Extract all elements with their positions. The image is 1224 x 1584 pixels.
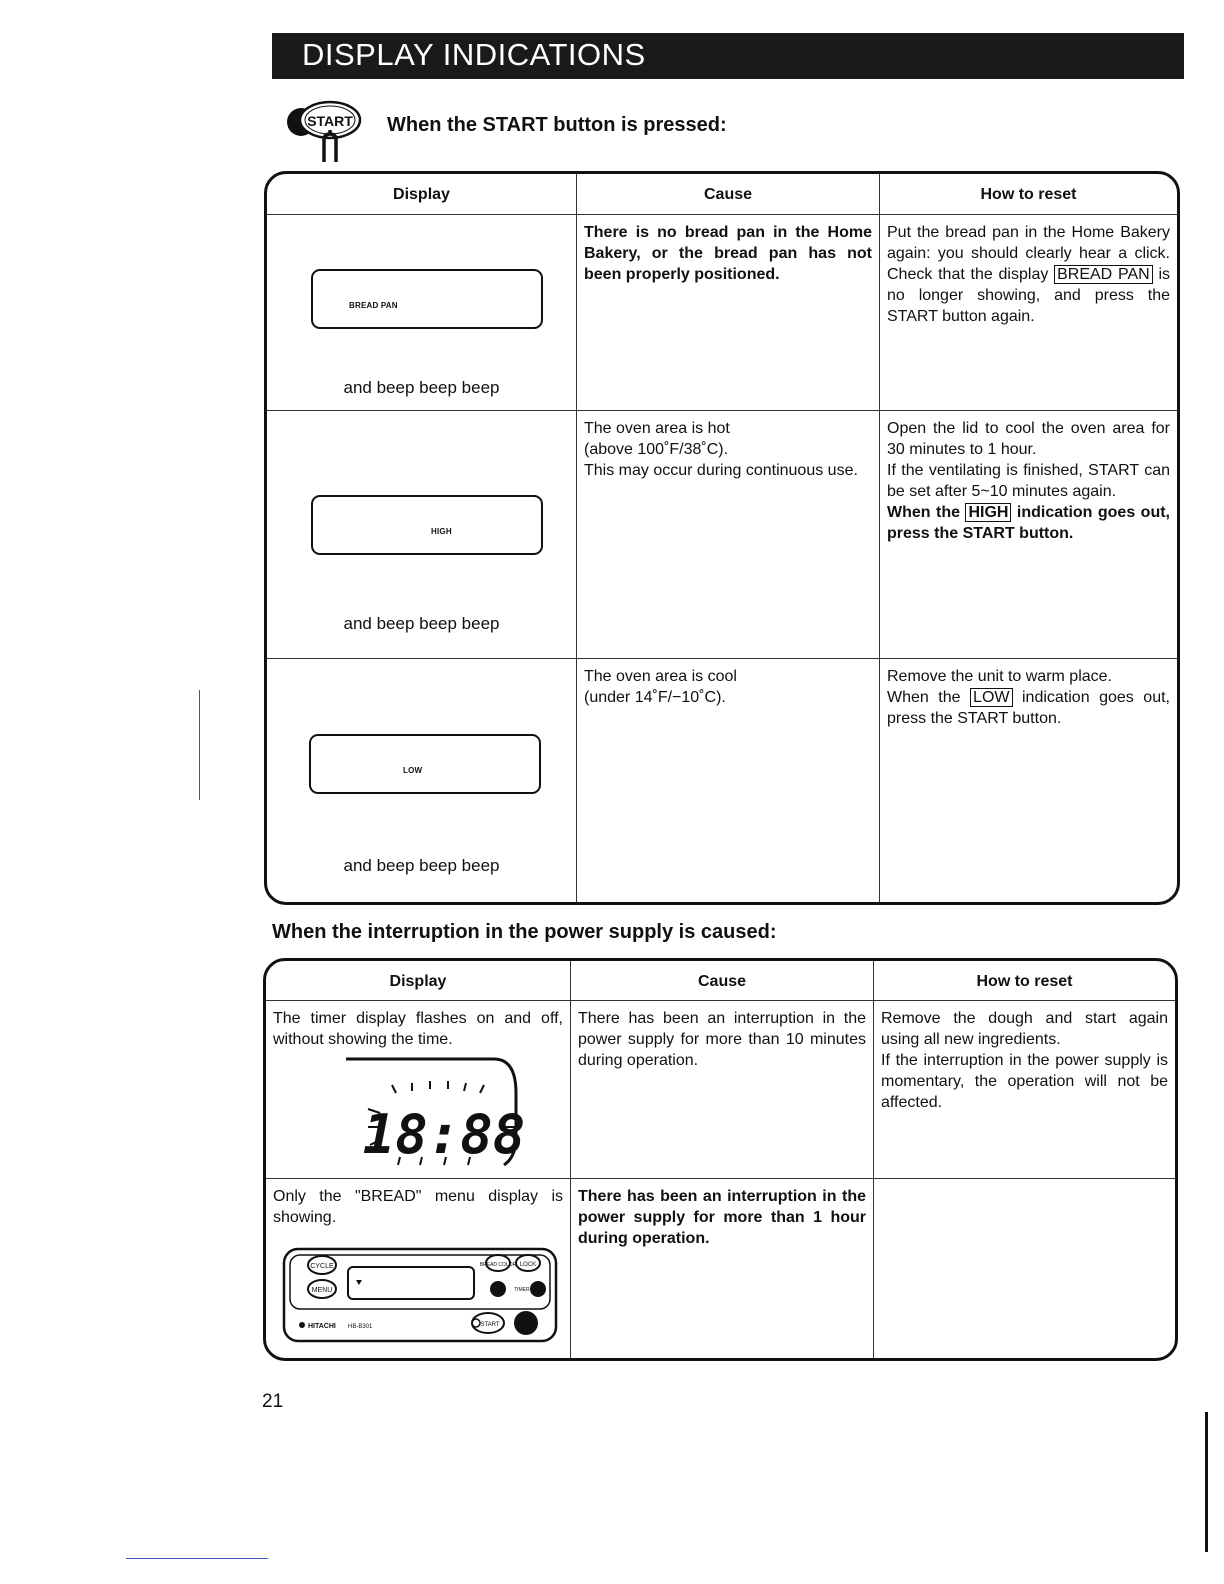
reset-text: When the (887, 689, 971, 706)
col-header-reset: How to reset (874, 961, 1175, 1001)
bread-color-label: BREAD COLOR (479, 1262, 517, 1268)
lcd-display (309, 734, 541, 794)
table-row-cause (577, 659, 880, 902)
table-row-reset (874, 1179, 1175, 1358)
table-row-display (267, 659, 577, 902)
timer-down-button (490, 1281, 506, 1297)
cause-line: (under 14˚F/−10˚C). (584, 689, 726, 706)
control-panel-illustration (282, 1247, 558, 1343)
start-icon-label: START (307, 113, 353, 129)
table-start-errors (264, 171, 1180, 905)
beep-text: and beep beep beep (343, 856, 500, 875)
lock-button-label: LOCK (519, 1262, 537, 1268)
brand-label: HITACHI (308, 1323, 336, 1330)
boxed-indicator: HIGH (965, 503, 1011, 522)
lcd-text: HIGH (431, 527, 452, 536)
table-row-reset (874, 1001, 1175, 1179)
section2-heading: When the interruption in the power supply is caused: (272, 921, 777, 943)
table-row-display (267, 215, 577, 411)
timer-up-button (530, 1281, 546, 1297)
boxed-indicator: BREAD PAN (1054, 265, 1153, 284)
display-text: The timer display flashes on and off, without showing the time. (273, 1010, 563, 1048)
cause-text: There has been an interruption in the power supply for more than 1 hour during operation. (578, 1188, 866, 1247)
section1-heading-text: When the START button is pressed: (387, 114, 727, 136)
reset-text: Put the bread pan in the Home Bakery again: you should clearly hear a click. Check that the display (887, 224, 1170, 283)
margin-mark (199, 690, 200, 800)
reset-text-cont: indication goes out, press the START button. (887, 689, 1170, 727)
lcd-text: LOW (403, 766, 423, 775)
start-button-icon (278, 100, 374, 164)
start-button-label: START (480, 1322, 500, 1328)
beep-text: and beep beep beep (343, 378, 500, 397)
col-header-cause: Cause (571, 961, 874, 1001)
reset-line (887, 502, 1170, 544)
table-row-display (266, 1179, 571, 1358)
edge-mark (1205, 1412, 1208, 1552)
cycle-button-label: CYCLE (310, 1263, 334, 1270)
beep-text: and beep beep beep (343, 614, 500, 633)
cause-line: This may occur during continuous use. (584, 462, 858, 479)
boxed-indicator: LOW (970, 688, 1012, 707)
timer-label: TIMER (514, 1287, 530, 1293)
table-row-reset (880, 411, 1177, 659)
cause-text: There is no bread pan in the Home Bakery, or the bread pan has not been properly positioned. (584, 224, 872, 283)
table-row-display (267, 411, 577, 659)
table-row-cause (571, 1001, 874, 1179)
clock-digits: 18:88 (362, 1103, 526, 1166)
model-label: HB-B301 (348, 1324, 373, 1330)
page-title-text: DISPLAY INDICATIONS (302, 37, 646, 72)
page-number: 21 (262, 1391, 284, 1412)
cause-line: The oven area is hot (584, 420, 730, 437)
table-row-cause (577, 215, 880, 411)
display-text: Only the "BREAD" menu display is showing. (273, 1188, 563, 1226)
footer-rule (126, 1558, 268, 1559)
table-row-reset (880, 215, 1177, 411)
table-power-interruption (263, 958, 1178, 1361)
col-header-display: Display (267, 174, 577, 215)
table-row-reset (880, 659, 1177, 902)
col-header-display: Display (266, 961, 571, 1001)
table-row-cause (577, 411, 880, 659)
reset-line: Open the lid to cool the oven area for 30 minutes to 1 hour. (887, 420, 1170, 458)
reset-line: If the ventilating is finished, START can be set after 5~10 minutes again. (887, 462, 1170, 500)
col-header-reset: How to reset (880, 174, 1177, 215)
reset-line: Remove the dough and start again using all new ingredients. (881, 1010, 1168, 1048)
cause-line: The oven area is cool (584, 668, 737, 685)
lcd-display (311, 269, 543, 329)
reset-line (887, 687, 1170, 729)
start-lamp (514, 1311, 538, 1335)
cause-line: (above 100˚F/38˚C). (584, 441, 729, 458)
cause-text: There has been an interruption in the power supply for more than 10 minutes during operation. (578, 1010, 866, 1069)
col-header-cause: Cause (577, 174, 880, 215)
flashing-clock-icon (326, 1053, 526, 1173)
table-row-display (266, 1001, 571, 1179)
page-title (272, 33, 1184, 79)
reset-text: When the (887, 504, 966, 521)
table-row-cause (571, 1179, 874, 1358)
lcd-display (311, 495, 543, 555)
lcd-text: BREAD PAN (349, 301, 398, 310)
reset-text-cont: indication goes out, press the START button. (887, 504, 1170, 542)
menu-button-label: MENU (311, 1287, 333, 1294)
section1-heading (272, 100, 1172, 160)
reset-text-cont: is no longer showing, and press the START button again. (887, 266, 1171, 325)
reset-line: Remove the unit to warm place. (887, 668, 1112, 685)
reset-line: If the interruption in the power supply is momentary, the operation will not be affected. (881, 1052, 1168, 1111)
